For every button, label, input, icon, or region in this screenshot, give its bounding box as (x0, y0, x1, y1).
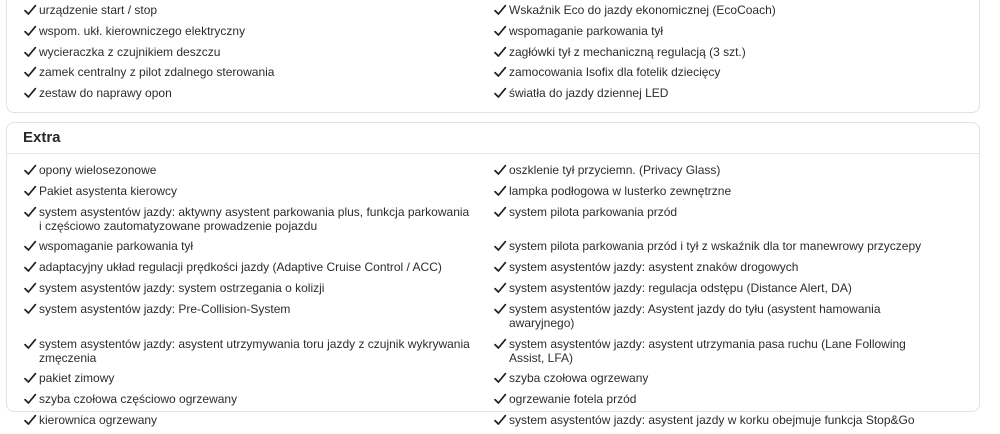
checkmark-icon (493, 239, 507, 253)
list-item (493, 184, 963, 198)
item-label: system asystentów jazdy: asystent jazdy w korku obejmuje funkcja Stop&Go (509, 412, 915, 427)
checkmark-icon (23, 24, 37, 38)
item-label: ogrzewanie fotela przód (509, 392, 637, 407)
item-label: system asystentów jazdy: system ostrzegania o kolizji (39, 280, 325, 295)
item-label: system pilota parkowania przód (509, 204, 678, 219)
checkmark-icon (23, 184, 37, 198)
checkmark-icon (493, 302, 507, 316)
checkmark-icon (23, 3, 37, 17)
list-item (493, 392, 963, 406)
list-item (493, 3, 963, 17)
checkmark-icon (23, 413, 37, 427)
item-label: kierownica ogrzewany (39, 412, 158, 427)
list-item (23, 371, 493, 385)
item-label: pakiet zimowy (39, 371, 115, 386)
list-item (493, 86, 963, 100)
item-label: system asystentów jazdy: Asystent jazdy do tyłu (asystent hamowania awaryjnego) (509, 301, 881, 330)
checkmark-icon (493, 184, 507, 198)
list-item (493, 413, 963, 427)
checkmark-icon (23, 65, 37, 79)
checkmark-icon (493, 45, 507, 59)
list-item (23, 24, 493, 38)
standard-equipment-grid (23, 3, 963, 107)
list-item (23, 281, 493, 295)
item-label: oszklenie tył przyciemn. (Privacy Glass) (509, 163, 721, 177)
item-label: szyba czołowa częściowo ogrzewany (39, 392, 238, 407)
checkmark-icon (493, 24, 507, 38)
list-item (23, 260, 493, 274)
list-item (493, 163, 963, 177)
list-item (23, 3, 493, 17)
list-item (23, 65, 493, 79)
list-item (23, 337, 493, 365)
checkmark-icon (23, 45, 37, 59)
checkmark-icon (493, 392, 507, 406)
extra-equipment-card (6, 122, 980, 427)
list-item (493, 239, 963, 253)
checkmark-icon (23, 260, 37, 274)
item-label: lampka podłogowa w lusterko zewnętrzne (509, 183, 732, 198)
item-label: wspomaganie parkowania tył (39, 239, 194, 254)
standard-left-column (23, 3, 493, 107)
list-item (23, 239, 493, 253)
checkmark-icon (23, 281, 37, 295)
checkmark-icon (23, 371, 37, 385)
item-label: zestaw do naprawy opon (39, 86, 172, 101)
checkmark-icon (23, 205, 37, 219)
checkmark-icon (23, 337, 37, 351)
standard-right-column (493, 3, 963, 107)
checkmark-icon (493, 3, 507, 17)
item-label: system asystentów jazdy: regulacja odstępu (Distance Alert, DA) (509, 280, 852, 295)
checkmark-icon (23, 163, 37, 177)
item-label: Pakiet asystenta kierowcy (39, 183, 178, 198)
list-item (493, 45, 963, 59)
checkmark-icon (493, 86, 507, 100)
list-item (23, 413, 493, 427)
item-label: opony wielosezonowe (39, 163, 157, 177)
section-title: Extra (7, 123, 979, 154)
list-item (23, 86, 493, 100)
item-label: zamek centralny z pilot zdalnego sterowania (39, 65, 275, 80)
checkmark-icon (23, 302, 37, 316)
checkmark-icon (493, 371, 507, 385)
item-label: system asystentów jazdy: asystent znaków drogowych (509, 260, 799, 275)
list-item (493, 260, 963, 274)
item-label: system asystentów jazdy: asystent utrzymywania toru jazdy z czujnik wykrywania zmęczenia (39, 336, 470, 365)
list-item (23, 163, 493, 177)
item-label: wycieraczka z czujnikiem deszczu (39, 44, 221, 59)
standard-equipment-card (6, 0, 980, 113)
checkmark-icon (493, 413, 507, 427)
item-label: system asystentów jazdy: Pre-Collision-System (39, 301, 291, 316)
list-item (23, 184, 493, 198)
item-label: adaptacyjny układ regulacji prędkości jazdy (Adaptive Cruise Control / ACC) (39, 260, 442, 275)
item-label: szyba czołowa ogrzewany (509, 371, 649, 386)
list-item (493, 281, 963, 295)
checkmark-icon (493, 260, 507, 274)
checkmark-icon (23, 239, 37, 253)
item-label: Wskaźnik Eco do jazdy ekonomicznej (EcoCoach) (509, 3, 776, 17)
item-label: urządzenie start / stop (39, 3, 158, 17)
list-item (23, 45, 493, 59)
list-item (23, 392, 493, 406)
list-item (493, 65, 963, 79)
item-label: system asystentów jazdy: asystent utrzymania pasa ruchu (Lane Following Assist, LFA) (509, 336, 906, 365)
list-item (493, 371, 963, 385)
item-label: światła do jazdy dziennej LED (509, 86, 669, 101)
checkmark-icon (493, 337, 507, 351)
list-item (23, 205, 493, 233)
item-label: zamocowania Isofix dla fotelik dziecięcy (509, 65, 721, 80)
list-item (493, 24, 963, 38)
checkmark-icon (23, 86, 37, 100)
list-item (493, 205, 963, 233)
checkmark-icon (493, 65, 507, 79)
item-label: wspomaganie parkowania tył (509, 23, 664, 38)
checkmark-icon (493, 163, 507, 177)
list-item (23, 302, 493, 330)
extra-equipment-grid (23, 163, 963, 434)
checkmark-icon (493, 205, 507, 219)
item-label: system pilota parkowania przód i tył z wskaźnik dla tor manewrowy przyczepy (509, 239, 922, 254)
list-item (493, 337, 963, 365)
checkmark-icon (493, 281, 507, 295)
list-item (493, 302, 963, 330)
checkmark-icon (23, 392, 37, 406)
item-label: wspom. ukł. kierowniczego elektryczny (39, 23, 246, 38)
item-label: zagłówki tył z mechaniczną regulacją (3 szt.) (509, 44, 746, 59)
item-label: system asystentów jazdy: aktywny asystent parkowania plus, funkcja parkowania i częściowo zautomatyzowane prowadzenie pojazdu (39, 204, 470, 233)
